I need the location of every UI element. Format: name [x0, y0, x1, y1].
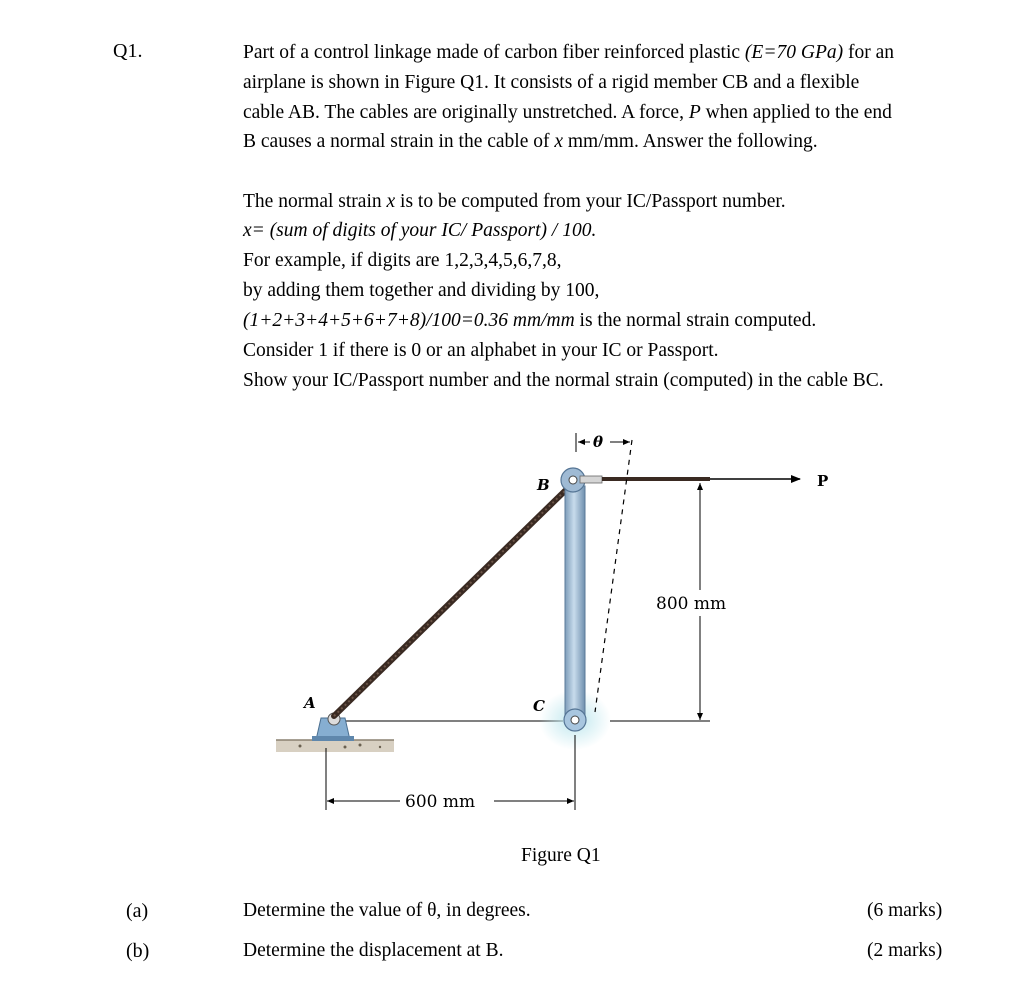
pin-c [564, 709, 586, 731]
figure-caption: Figure Q1 [521, 845, 601, 866]
strain-italic: x [386, 191, 396, 212]
text-span: is to be computed from your IC/Passport number. [395, 191, 786, 212]
label-a: A [304, 694, 316, 712]
rigid-member-cb [565, 486, 585, 720]
paragraph2-line7: Show your IC/Passport number and the normal strain (computed) in the cable BC. [243, 370, 884, 391]
label-p: P [817, 472, 829, 490]
text-span: Part of a control linkage made of carbon fiber reinforced plastic [243, 42, 745, 63]
paragraph2-line2-formula: x= (sum of digits of your IC/ Passport) / 100. [243, 220, 597, 241]
text-span: when applied to the end [700, 102, 892, 123]
paragraph2-line4: by adding them together and dividing by 100, [243, 280, 600, 301]
text-span: cable AB. The cables are originally unstretched. A force, [243, 102, 689, 123]
part-a-label: (a) [126, 900, 149, 922]
strain-italic: x [554, 131, 564, 152]
label-800mm: 800 mm [656, 594, 727, 614]
pin-b [561, 468, 602, 492]
question-number: Q1. [113, 40, 143, 62]
example-formula-italic: (1+2+3+4+5+6+7+8)/100=0.36 mm/mm [243, 310, 575, 331]
label-theta: θ [593, 433, 604, 451]
part-b-marks: (2 marks) [867, 940, 943, 961]
text-span: mm/mm. Answer the following. [563, 131, 818, 152]
paragraph2-line6: Consider 1 if there is 0 or an alphabet in your IC or Passport. [243, 340, 719, 361]
label-600mm: 600 mm [405, 792, 476, 812]
part-b-text: Determine the displacement at B. [243, 940, 504, 961]
ground-hatch [276, 740, 394, 752]
text-span: is the normal strain computed. [574, 310, 817, 331]
part-b-label: (b) [126, 940, 150, 962]
text-span: for an [843, 42, 895, 63]
label-c: C [533, 697, 545, 715]
modulus-italic: (E=70 GPa) [744, 42, 844, 63]
force-italic: P [688, 102, 701, 123]
paragraph2-line3: For example, if digits are 1,2,3,4,5,6,7,8, [243, 250, 562, 271]
text-span: The normal strain [243, 191, 387, 212]
paragraph1-line2: airplane is shown in Figure Q1. It consists of a rigid member CB and a flexible [243, 72, 860, 93]
part-a-marks: (6 marks) [867, 900, 943, 921]
part-a-text: Determine the value of θ, in degrees. [243, 900, 531, 921]
label-b: B [537, 476, 550, 494]
text-span: B causes a normal strain in the cable of [243, 131, 555, 152]
